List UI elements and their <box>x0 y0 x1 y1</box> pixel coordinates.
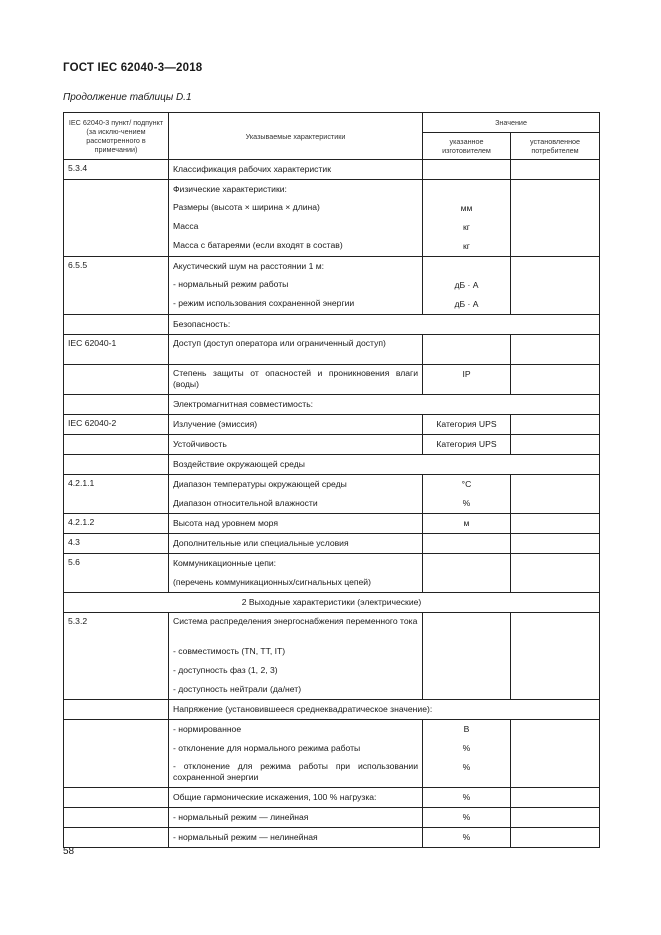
unit-value: IP <box>462 369 471 379</box>
characteristic-text: Степень защиты от опасностей и проникновения влаги (воды) <box>173 368 418 389</box>
characteristic-text: Акустический шум на расстоянии 1 м: <box>173 261 325 271</box>
unit-value: мм <box>460 203 473 213</box>
characteristic-text: - нормальный режим — нелинейная <box>173 832 318 842</box>
unit-value: кг <box>463 222 470 232</box>
characteristic-text: Размеры (высота × ширина × длина) <box>173 202 320 212</box>
characteristic-text: - нормальный режим — линейная <box>173 812 309 822</box>
unit-value: В <box>463 724 470 734</box>
header-characteristics: Указываемые характеристики <box>169 113 423 160</box>
characteristic-text: Высота над уровнем моря <box>173 518 278 528</box>
page-number: 58 <box>63 846 75 857</box>
section-heading: Электромагнитная совместимость: <box>173 399 314 409</box>
characteristic-text: - доступность нейтрали (да/нет) <box>173 684 302 694</box>
section-heading: 2 Выходные характеристики (электрические) <box>241 597 422 607</box>
clause-cell: 5.3.2 <box>64 613 169 700</box>
characteristic-text: - доступность фаз (1, 2, 3) <box>173 665 278 675</box>
unit-value: °C <box>461 479 472 489</box>
header-clause: IEC 62040-3 пункт/ подпункт (за исклю-чением рассмотренного в примечании) <box>64 113 169 160</box>
unit-value: дБ · А <box>454 280 479 290</box>
characteristic-text: - режим использования сохраненной энергии <box>173 298 355 308</box>
unit-value: Категория UPS <box>436 439 497 449</box>
characteristic-text: Диапазон относительной влажности <box>173 498 318 508</box>
characteristic-text: - нормированное <box>173 724 242 734</box>
unit-value: % <box>462 498 471 508</box>
characteristic-text: Система распределения энергоснабжения переменного тока <box>173 616 418 626</box>
characteristic-text: - отклонение для нормального режима работы <box>173 743 361 753</box>
clause-cell: 5.3.4 <box>64 160 169 180</box>
characteristic-text: Доступ (доступ оператора или ограниченный доступ) <box>173 338 386 348</box>
unit-value: % <box>462 812 471 822</box>
clause-cell: 5.6 <box>64 554 169 593</box>
characteristic-text: Излучение (эмиссия) <box>173 419 258 429</box>
clause-cell: 4.2.1.1 <box>64 475 169 514</box>
clause-cell: 4.3 <box>64 534 169 554</box>
clause-cell: 4.2.1.2 <box>64 514 169 534</box>
characteristic-text: Коммуникационные цепи: <box>173 558 277 568</box>
unit-value: % <box>462 832 471 842</box>
characteristic-text: Устойчивость <box>173 439 227 449</box>
table-caption: Продолжение таблицы D.1 <box>63 92 192 103</box>
unit-value: м <box>463 518 470 528</box>
unit-value: Категория UPS <box>436 419 497 429</box>
unit-value: % <box>462 743 471 753</box>
characteristic-text: - совместимость (TN, TT, IT) <box>173 646 286 656</box>
section-heading: Безопасность: <box>173 319 231 329</box>
characteristic-text: - нормальный режим работы <box>173 279 289 289</box>
characteristic-text: (перечень коммуникационных/сигнальных цепей) <box>173 577 371 587</box>
characteristics-table <box>63 112 600 848</box>
document-id: ГОСТ IEC 62040-3—2018 <box>63 62 203 74</box>
characteristic-text: Дополнительные или специальные условия <box>173 538 349 548</box>
characteristic-text: Классификация рабочих характеристик <box>173 164 331 174</box>
characteristic-text: Физические характеристики: <box>173 184 287 194</box>
unit-value: кг <box>463 241 470 251</box>
characteristic-text: - отклонение для режима работы при использовании сохраненной энергии <box>173 761 418 782</box>
header-manufacturer: указанное изготовителем <box>423 133 511 160</box>
characteristic-text: Общие гармонические искажения, 100 % нагрузка: <box>173 792 377 802</box>
characteristic-text: Масса с батареями (если входят в состав) <box>173 240 343 250</box>
header-customer: установленное потребителем <box>511 133 600 160</box>
unit-value: % <box>462 762 471 772</box>
header-value: Значение <box>423 113 600 133</box>
characteristic-text: Диапазон температуры окружающей среды <box>173 479 347 489</box>
section-heading: Воздействие окружающей среды <box>173 459 305 469</box>
unit-value: % <box>462 792 471 802</box>
unit-value: дБ · А <box>454 299 479 309</box>
clause-cell: IEC 62040-1 <box>64 335 169 365</box>
section-heading: Напряжение (установившееся среднеквадратическое значение): <box>173 704 433 714</box>
characteristic-text: Масса <box>173 221 199 231</box>
clause-cell: IEC 62040-2 <box>64 415 169 435</box>
clause-cell: 6.5.5 <box>64 257 169 315</box>
